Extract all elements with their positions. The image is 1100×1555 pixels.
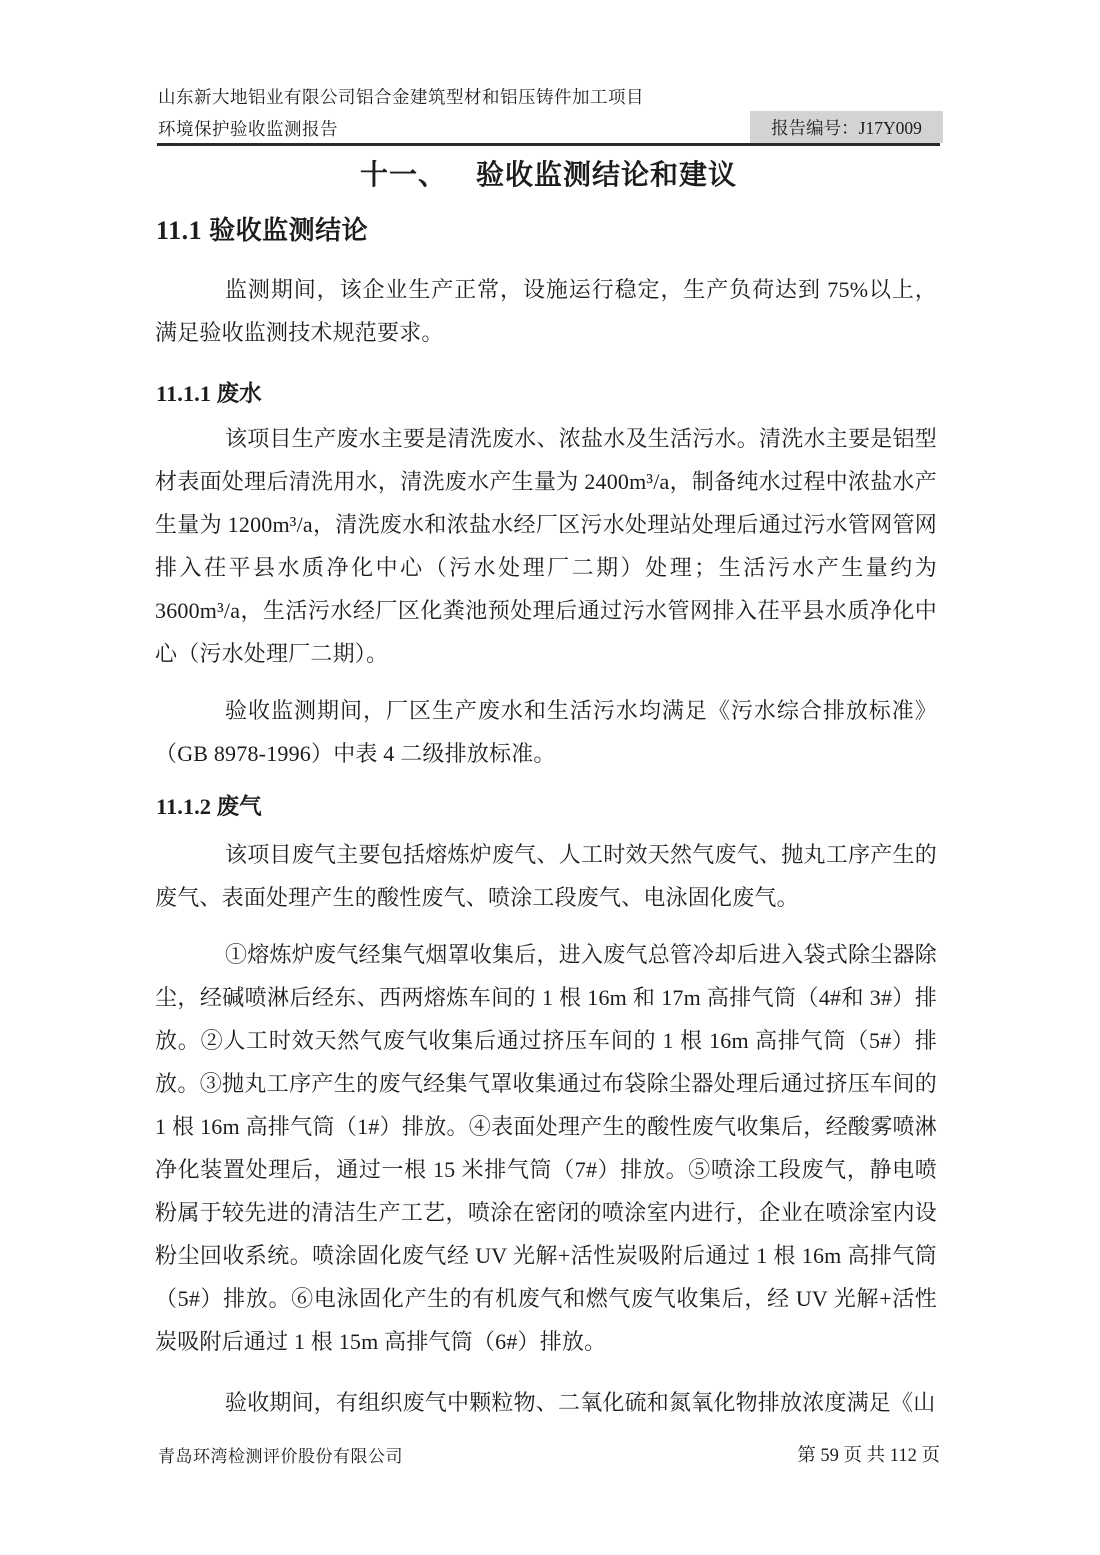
header-report-title: 环境保护验收监测报告 <box>158 119 338 139</box>
para-wastegas-treatment-details: ①熔炼炉废气经集气烟罩收集后，进入废气总管冷却后进入袋式除尘器除尘，经碱喷淋后经东、西两熔炼车间的 1 根 16m 和 17m 高排气筒（4#和 3#）排放。②人工时效天然气废气收集后通过挤压车间的 1 根 16m 高排气筒（5#）排放。③抛丸工序产生的废气经集气罩收集通过布袋除尘器处理后通过挤压车间的 1 根 16m 高排气筒（1#）排放。④表面处理产生的酸性废气收集后，经酸雾喷淋净化装置处理后，通过一根 15 米排气筒（7#）排放。⑤喷涂工段废气，静电喷粉属于较先进的清洁生产工艺，喷涂在密闭的喷涂室内进行，企业在喷涂室内设粉尘回收系统。喷涂固化废气经 UV 光解+活性炭吸附后通过 1 根 16m 高排气筒（5#）排放。⑥电泳固化产生的有机废气和燃气废气收集后，经 UV 光解+活性炭吸附后通过 1 根 15m 高排气筒（6#）排放。 <box>155 942 937 1354</box>
chapter-title: 十一、 验收监测结论和建议 <box>359 160 737 191</box>
para-wastewater-standard: 验收监测期间，厂区生产废水和生活污水均满足《污水综合排放标准》（GB 8978-1996）中表 4 二级排放标准。 <box>155 698 937 766</box>
para-monitoring-summary: 监测期间，该企业生产正常，设施运行稳定，生产负荷达到 75%以上，满足验收监测技术规范要求。 <box>155 277 937 345</box>
para-wastegas-acceptance-start: 验收期间，有组织废气中颗粒物、二氧化硫和氮氧化物排放浓度满足《山 <box>225 1390 936 1415</box>
section-heading-11-1-2-wastegas: 11.1.2 废气 <box>156 794 262 819</box>
para-wastewater-description: 该项目生产废水主要是清洗废水、浓盐水及生活污水。清洗水主要是铝型材表面处理后清洗用水，清洗废水产生量为 2400m³/a，制备纯水过程中浓盐水产生量为 1200m³/a，清洗废水和浓盐水经厂区污水处理站处理后通过污水管网管网排入茌平县水质净化中心（污水处理厂二期）处理；生活污水产生量约为 3600m³/a，生活污水经厂区化粪池预处理后通过污水管网排入茌平县水质净化中心（污水处理厂二期）。 <box>155 426 937 666</box>
header-divider-rule <box>157 143 940 146</box>
para-wastegas-overview: 该项目废气主要包括熔炼炉废气、人工时效天然气废气、抛丸工序产生的废气、表面处理产生的酸性废气、喷涂工段废气、电泳固化废气。 <box>155 842 937 910</box>
header-project-title: 山东新大地铝业有限公司铝合金建筑型材和铝压铸件加工项目 <box>158 87 644 107</box>
footer-page-number: 第 59 页 共 112 页 <box>797 1446 940 1466</box>
section-heading-11-1-1-wastewater: 11.1.1 废水 <box>156 381 262 406</box>
report-number-badge <box>750 111 943 143</box>
section-heading-11-1: 11.1 验收监测结论 <box>156 216 369 245</box>
report-number-text: 报告编号：J17Y009 <box>771 117 922 138</box>
footer-company-name: 青岛环湾检测评价股份有限公司 <box>158 1447 403 1466</box>
